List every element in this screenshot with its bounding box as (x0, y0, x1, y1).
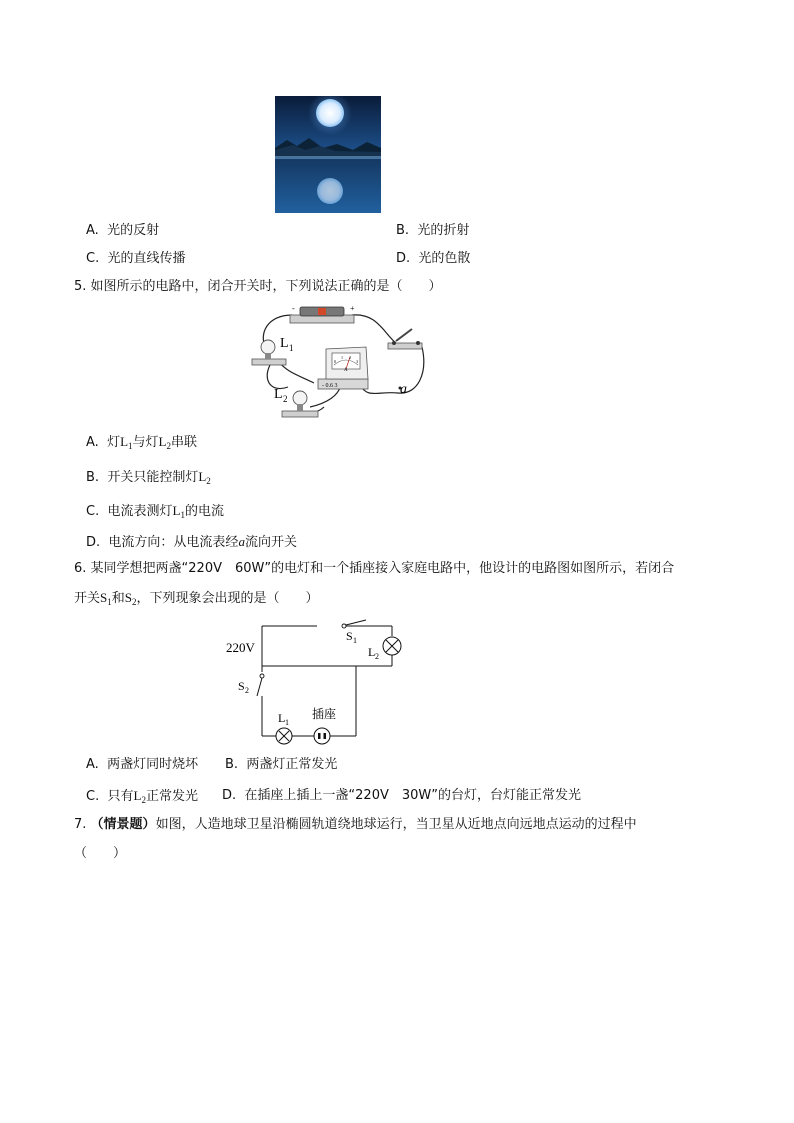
scale-2: 2 (349, 355, 351, 360)
switch-s2-subscript: 2 (245, 686, 249, 695)
q6-stem-line2: 开关$S_1$和$S_2$，下列现象会出现的是（ ） (74, 590, 319, 607)
q4-option-b: B. 光的折射 (396, 223, 470, 238)
lamp-l2-label: L (274, 387, 283, 402)
ammeter-terminals: - 0.6 3 (322, 383, 338, 389)
switch-s1-label: S (346, 629, 353, 643)
lamp-l2-subscript: 2 (375, 652, 379, 661)
q4-option-c: C. 光的直线传播 (86, 251, 186, 266)
scale-1: 1 (341, 355, 343, 360)
lamp-l2-label: L (368, 645, 376, 659)
q5-circuit-figure (248, 303, 432, 421)
q6-option-d: D. 在插座上插上一盏“220V 30W”的台灯，台灯能正常发光 (222, 788, 581, 803)
q7-tag: （情景题） (90, 817, 156, 832)
q7-answer-paren: （ ） (74, 846, 127, 861)
q5-option-c: C. 电流表测灯$L_1$的电流 (86, 503, 224, 520)
q6-stem-line1: 6. 某同学想把两盏“220V 60W”的电灯和一个插座接入家庭电路中，他设计的电路图如图所示，若闭合 (74, 561, 675, 576)
q6-option-b: B. 两盏灯正常发光 (225, 757, 338, 772)
battery-minus-label: - (292, 304, 295, 313)
lamp-l1-label: L (280, 336, 289, 351)
q6-option-c: C. 只有$L_2$正常发光 (86, 788, 198, 805)
q4-option-d: D. 光的色散 (396, 251, 471, 266)
scale-0: 0 (334, 359, 336, 364)
moon-reflection-image (275, 96, 381, 213)
q6-option-a: A. 两盏灯同时烧坏 (86, 757, 199, 772)
q5-option-a: A. 灯$L_1$与灯$L_2$串联 (86, 434, 198, 451)
point-a-label: a (400, 382, 407, 397)
q6-circuit-diagram (222, 618, 412, 750)
switch-s1-subscript: 1 (353, 636, 357, 645)
meter-symbol: A (344, 368, 348, 373)
lamp-l1-subscript: 1 (289, 343, 294, 353)
battery-plus-label: + (350, 304, 355, 313)
lamp-l1-subscript: 1 (285, 718, 289, 727)
q5-option-b: B. 开关只能控制灯$L_2$ (86, 469, 211, 486)
lamp-l1-label: L (278, 711, 286, 725)
scale-3: 3 (356, 359, 358, 364)
q4-option-a: A. 光的反射 (86, 223, 160, 238)
lamp-l2-subscript: 2 (283, 394, 288, 404)
q5-option-d: D. 电流方向：从电流表经a流向开关 (86, 534, 297, 550)
q7-stem: 7. （情景题）如图，人造地球卫星沿椭圆轨道绕地球运行，当卫星从近地点向远地点运动的过程中 (74, 817, 637, 832)
q5-stem: 5. 如图所示的电路中，闭合开关时，下列说法正确的是（ ） (74, 279, 442, 294)
voltage-label: 220V (226, 640, 255, 655)
socket-label: 插座 (312, 707, 337, 721)
switch-s2-label: S (238, 679, 245, 693)
